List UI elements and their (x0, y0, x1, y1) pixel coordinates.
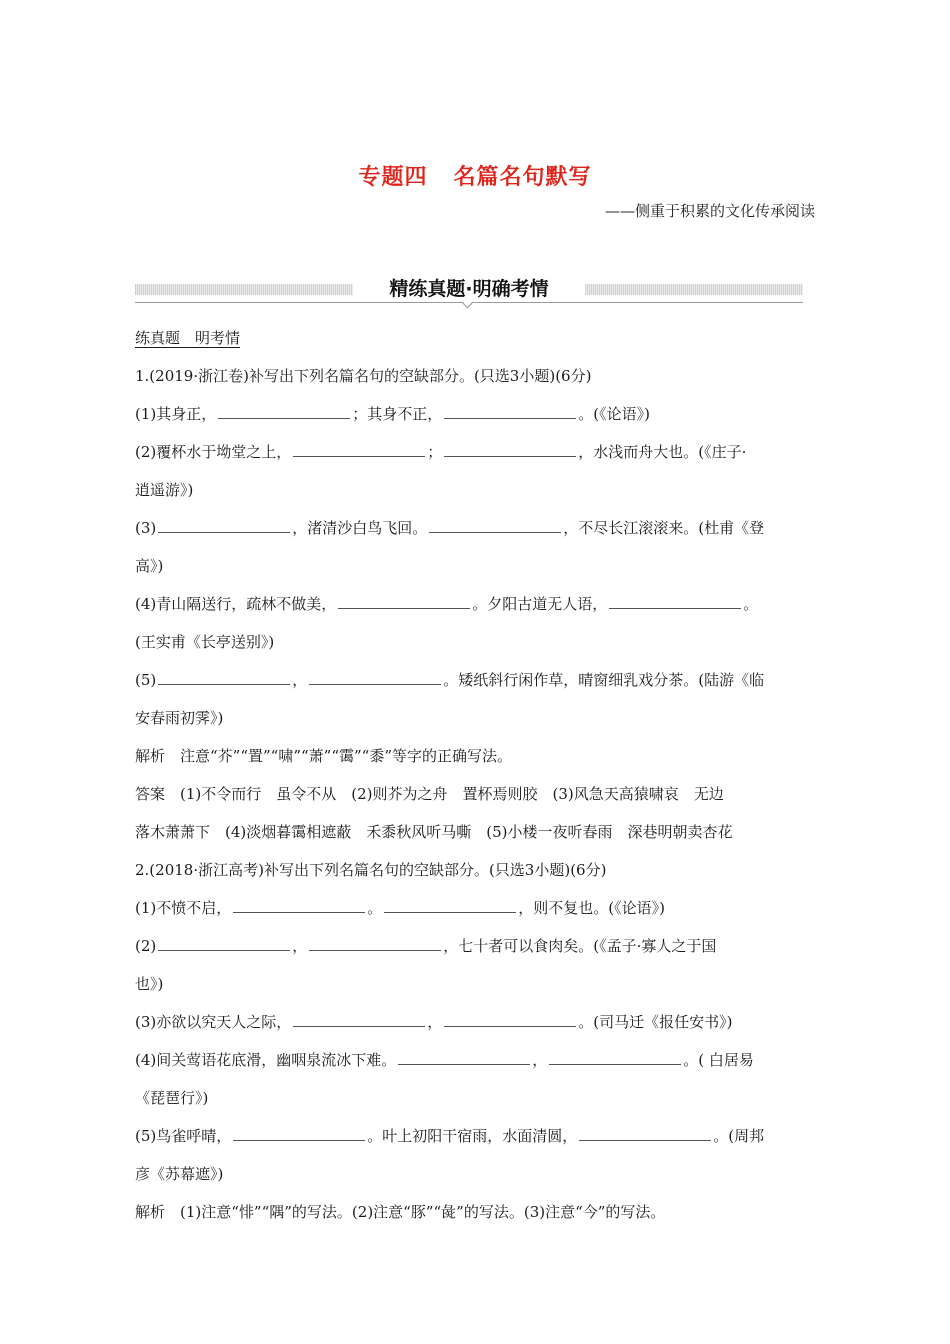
answer-blank[interactable] (218, 402, 350, 419)
answer-blank[interactable] (609, 592, 741, 609)
q1-item-3: (3) ，渚清沙白鸟飞回。 ，不尽长江滚滚来。(杜甫《登 (135, 516, 807, 554)
q1-item-3-cont: 高》) (135, 557, 164, 575)
answer-blank[interactable] (309, 668, 441, 685)
q1-item-5-cont: 安春雨初霁》) (135, 709, 224, 727)
q1-stem: 1.(2019·浙江卷)补写出下列名篇名句的空缺部分。(只选3小题)(6分) (135, 367, 592, 385)
answer-blank[interactable] (158, 668, 290, 685)
banner-bar-left (135, 284, 353, 295)
answer-blank[interactable] (338, 592, 470, 609)
q1-item-4: (4)青山隔送行，疏林不做美， 。夕阳古道无人语， 。 (135, 592, 807, 630)
q1-item-1: (1)其身正， ；其身不正， 。(《论语》) (135, 402, 807, 440)
q2-item-4-cont: 《琵琶行》) (135, 1089, 209, 1107)
section-heading: 练真题 明考情 (135, 329, 241, 347)
q1-item-4-cont: (王实甫《长亭送别》) (135, 633, 275, 651)
q2-item-2-cont: 也》) (135, 975, 164, 993)
answer-blank[interactable] (293, 1010, 425, 1027)
q1-item-5: (5) ， 。矮纸斜行闲作草，晴窗细乳戏分茶。(陆游《临 (135, 668, 807, 706)
answer-blank[interactable] (429, 516, 561, 533)
q2-item-3: (3)亦欲以究天人之际， ， 。(司马迁《报任安书》) (135, 1010, 807, 1048)
q1-answer: 答案 (1)不令而行 虽令不从 (2)则芥为之舟 置杯焉则胶 (3)风急天高猿啸哀 无边 (135, 785, 724, 803)
q2-stem: 2.(2018·浙江高考)补写出下列名篇名句的空缺部分。(只选3小题)(6分) (135, 861, 607, 879)
banner-label: 精练真题·明确考情 (353, 276, 585, 302)
answer-blank[interactable] (398, 1048, 530, 1065)
answer-blank[interactable] (444, 402, 576, 419)
section-banner (135, 276, 803, 306)
q1-item-2-cont: 逍遥游》) (135, 481, 194, 499)
answer-blank[interactable] (158, 934, 290, 951)
q1-item-2: (2)覆杯水于坳堂之上， ； ，水浅而舟大也。(《庄子· (135, 440, 807, 478)
answer-blank[interactable] (158, 516, 290, 533)
answer-blank[interactable] (233, 1124, 365, 1141)
answer-blank[interactable] (549, 1048, 681, 1065)
title-topic-name: 名篇名句默写 (453, 165, 592, 190)
answer-blank[interactable] (579, 1124, 711, 1141)
q2-item-4: (4)间关莺语花底滑，幽咽泉流冰下难。 ， 。( 白居易 (135, 1048, 807, 1086)
q2-item-5: (5)鸟雀呼晴， 。叶上初阳干宿雨，水面清圆， 。(周邦 (135, 1124, 807, 1162)
answer-blank[interactable] (309, 934, 441, 951)
q2-analysis: 解析 (1)注意“悱”“隅”的写法。(2)注意“豚”“彘”的写法。(3)注意“今”的写法。 (135, 1203, 666, 1221)
title-topic-number: 专题四 (358, 165, 428, 190)
q2-item-5-cont: 彦《苏幕遮》) (135, 1165, 224, 1183)
answer-blank[interactable] (384, 896, 516, 913)
answer-blank[interactable] (293, 440, 425, 457)
q1-answer-cont: 落木萧萧下 (4)淡烟暮霭相遮蔽 禾黍秋风听马嘶 (5)小楼一夜听春雨 深巷明朝卖杏花 (135, 823, 733, 841)
q2-item-2: (2) ， ，七十者可以食肉矣。(《孟子·寡人之于国 (135, 934, 807, 972)
answer-blank[interactable] (444, 440, 576, 457)
page-title (0, 160, 950, 191)
answer-blank[interactable] (444, 1010, 576, 1027)
banner-bar-right (585, 284, 803, 295)
q1-analysis: 解析 注意“芥”“置”“啸”“萧”“霭”“黍”等字的正确写法。 (135, 747, 513, 765)
page-subtitle: ——侧重于积累的文化传承阅读 (604, 202, 815, 220)
q2-item-1: (1)不愤不启， 。 ，则不复也。(《论语》) (135, 896, 807, 934)
answer-blank[interactable] (233, 896, 365, 913)
exercise-content (135, 326, 807, 1238)
